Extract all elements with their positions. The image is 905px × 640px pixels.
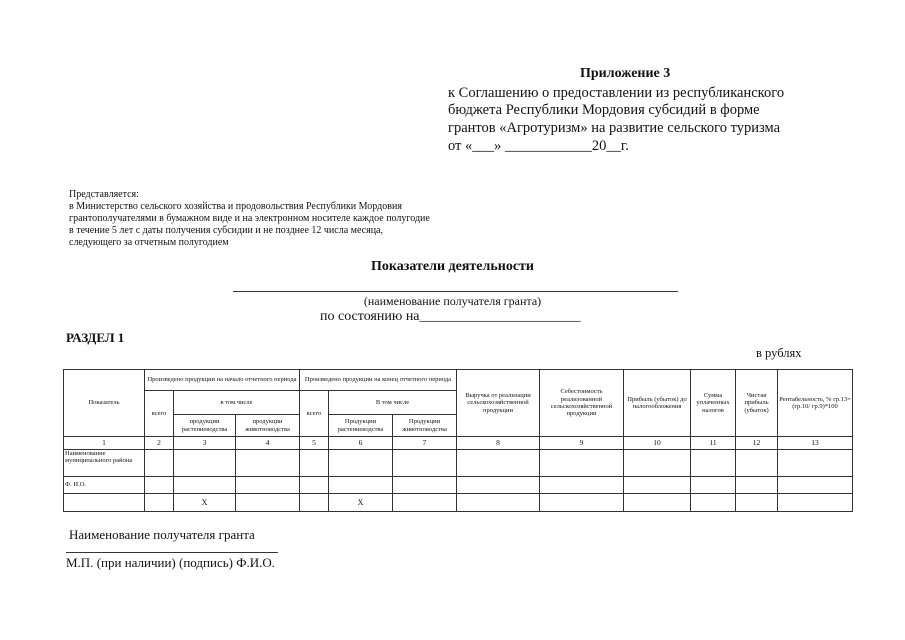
table-cell[interactable]: [236, 494, 300, 512]
table-cell[interactable]: [457, 477, 540, 494]
table-cell[interactable]: [236, 477, 300, 494]
submission-line: в течение 5 лет с даты получения субсидии и не позднее 12 числа месяца,: [69, 225, 383, 236]
units-label: в рублях: [756, 346, 802, 360]
table-cell[interactable]: [540, 450, 624, 477]
column-number: 12: [736, 437, 778, 450]
appendix-title: Приложение 3: [580, 66, 671, 81]
header-cost: Себестоимость реализованной сельскохозяйственной продукции: [540, 370, 624, 437]
appendix-line: бюджета Республики Мордовия субсидий в форме: [448, 102, 760, 118]
table-cell[interactable]: [691, 450, 736, 477]
submission-line: следующего за отчетным полугодием: [69, 237, 229, 248]
table-cell[interactable]: [393, 450, 457, 477]
column-number: 1: [64, 437, 145, 450]
grantee-caption: (наименование получателя гранта): [363, 294, 542, 308]
column-number: 7: [393, 437, 457, 450]
header-crop: продукции растениеводства: [174, 415, 236, 437]
table-cell[interactable]: [778, 477, 853, 494]
submission-line: грантополучателями в бумажном виде и на электронном носителе каждое полугодие: [69, 213, 430, 224]
table-cell[interactable]: [236, 450, 300, 477]
header-indicator: Показатель: [64, 370, 145, 437]
appendix-line: к Соглашению о предоставлении из республиканского: [448, 85, 785, 101]
table-cell[interactable]: [300, 450, 329, 477]
submission-line: в Министерство сельского хозяйства и продовольствия Республики Мордовия: [69, 201, 402, 212]
header-net-profit: Чистая прибыль (убыток): [736, 370, 778, 437]
table-cell[interactable]: [145, 477, 174, 494]
column-number: 3: [174, 437, 236, 450]
as-of-date: по состоянию на_______________________: [320, 309, 581, 324]
x-mark: Х: [329, 494, 393, 512]
table-cell[interactable]: [145, 450, 174, 477]
table-cell[interactable]: [64, 494, 145, 512]
column-number: 13: [778, 437, 853, 450]
table-cell[interactable]: [540, 494, 624, 512]
grantee-label: Наименование получателя гранта: [69, 527, 255, 542]
table-cell[interactable]: [736, 450, 778, 477]
header-profit-before-tax: Прибыль (убыток) до налогообложения: [624, 370, 691, 437]
header-total: всего: [145, 391, 174, 437]
table-cell[interactable]: [145, 494, 174, 512]
column-number: 9: [540, 437, 624, 450]
table-cell[interactable]: [736, 494, 778, 512]
header-taxes: Сумма уплаченных налогов: [691, 370, 736, 437]
signature-rule: [66, 552, 278, 553]
header-livestock: Продукции животноводства: [393, 415, 457, 437]
indicators-table: [63, 369, 853, 512]
table-cell[interactable]: [624, 494, 691, 512]
table-cell[interactable]: [329, 477, 393, 494]
header-profitability: Рентабельность, % гр.13=(гр.10/ гр.9)*100: [778, 370, 853, 437]
header-revenue: Выручка от реализации сельскохозяйственной продукции: [457, 370, 540, 437]
column-number: 10: [624, 437, 691, 450]
table-row: [64, 450, 853, 477]
table-cell[interactable]: [300, 477, 329, 494]
table-cell[interactable]: [624, 477, 691, 494]
header-produced-start: Произведено продукции на начало отчетного периода: [145, 370, 300, 391]
table-cell[interactable]: [457, 450, 540, 477]
section-title: РАЗДЕЛ 1: [66, 330, 125, 345]
column-number: 11: [691, 437, 736, 450]
signature-line: М.П. (при наличии) (подпись) Ф.И.О.: [66, 555, 276, 570]
header-total: всего: [300, 391, 329, 437]
table-cell[interactable]: [393, 494, 457, 512]
table-row: [64, 477, 853, 494]
header-including: в том числе: [174, 391, 300, 415]
column-number: 6: [329, 437, 393, 450]
header-produced-end: Произведено продукции на конец отчетного периода: [300, 370, 457, 391]
table-cell[interactable]: [736, 477, 778, 494]
table-cell[interactable]: [457, 494, 540, 512]
table-cell[interactable]: [624, 450, 691, 477]
column-number: 5: [300, 437, 329, 450]
column-number: 4: [236, 437, 300, 450]
table-cell[interactable]: [174, 450, 236, 477]
header-livestock: продукции животноводства: [236, 415, 300, 437]
table-cell[interactable]: [393, 477, 457, 494]
table-cell[interactable]: [174, 477, 236, 494]
header-including: В том числе: [329, 391, 457, 415]
table-cell[interactable]: [691, 477, 736, 494]
x-mark: Х: [174, 494, 236, 512]
appendix-line: грантов «Агротуризм» на развитие сельского туризма: [448, 120, 781, 136]
table-row: [64, 494, 853, 512]
header-crop: Продукции растениеводства: [329, 415, 393, 437]
submission-line: Представляется:: [69, 189, 139, 200]
table-cell[interactable]: [300, 494, 329, 512]
page-title: Показатели деятельности: [371, 259, 534, 274]
appendix-date-line: от «___» ____________20__г.: [448, 138, 629, 154]
table-cell[interactable]: [691, 494, 736, 512]
table-cell[interactable]: [778, 494, 853, 512]
row-label-municipality: Наименование муниципального района: [64, 450, 145, 477]
table-cell[interactable]: [778, 450, 853, 477]
table-cell[interactable]: [329, 450, 393, 477]
row-label-name: Ф. И.О.: [64, 477, 145, 494]
table-cell[interactable]: [540, 477, 624, 494]
column-number: 2: [145, 437, 174, 450]
grantee-name-line: [233, 291, 678, 292]
column-number: 8: [457, 437, 540, 450]
